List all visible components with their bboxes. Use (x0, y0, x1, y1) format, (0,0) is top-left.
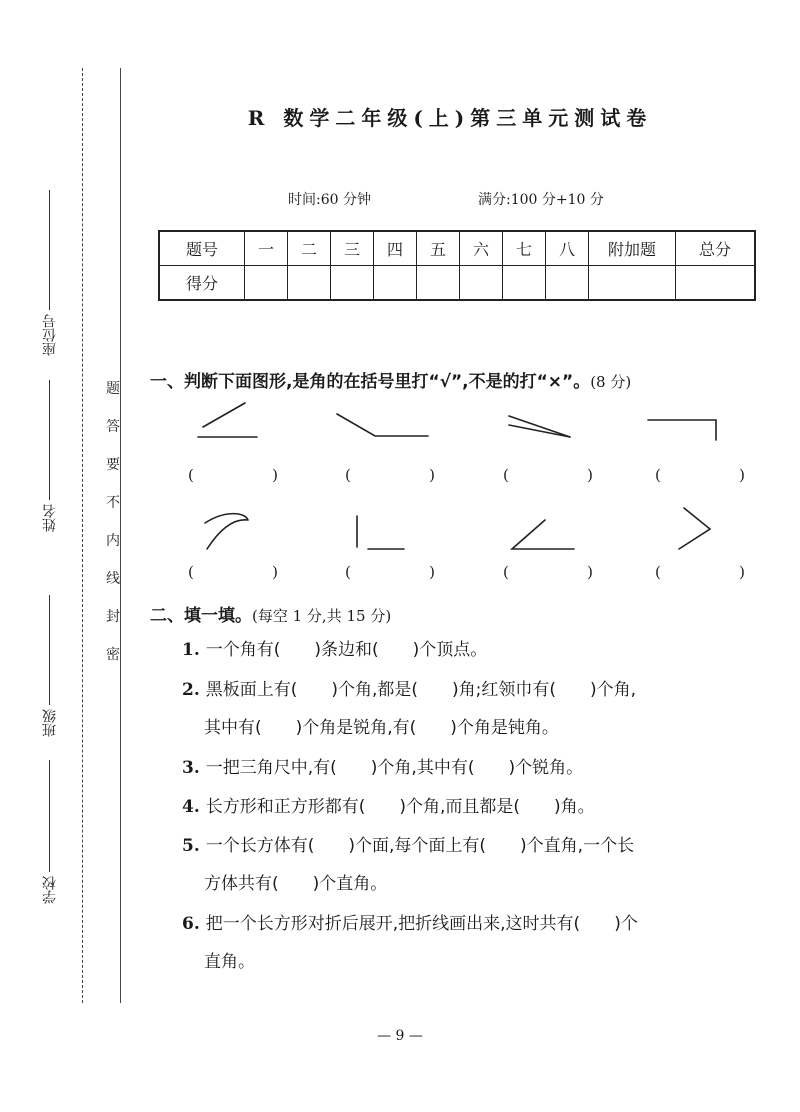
question-number: 5. (182, 836, 200, 856)
question-6 (182, 916, 638, 933)
answer-paren-1[interactable] (188, 466, 278, 484)
score-table-cell: 六 (460, 231, 503, 266)
seal-char: 不 (106, 495, 120, 511)
figure-7-angle (512, 520, 574, 549)
question-2 (182, 682, 636, 699)
figure-2-broken-line (337, 414, 428, 436)
seat-number-label: 座位号 (42, 314, 58, 356)
question-text: 一个长方体有( )个面,每个面上有( )个直角,一个长 (205, 836, 635, 856)
question-text: 方体共有( )个直角。 (204, 874, 388, 894)
question-text: 长方形和正方形都有( )个角,而且都是( )角。 (205, 797, 595, 817)
question-3 (182, 760, 583, 777)
seal-char: 密 (106, 647, 120, 663)
question-text: 黑板面上有( )个角,都是( )角;红领巾有( )个角, (205, 680, 637, 700)
question-number: 6. (182, 914, 200, 934)
school-label: 学校 (42, 876, 58, 904)
question-number: 1. (182, 640, 200, 660)
figure-6-lines (357, 516, 404, 549)
paren-close: ) (587, 563, 593, 581)
class-label: 班级 (42, 709, 58, 737)
seal-char: 题 (106, 381, 120, 397)
seal-char: 线 (106, 571, 120, 587)
figure-1-lines (198, 403, 257, 437)
score-table-cell: 一 (245, 231, 288, 266)
class-blank[interactable] (50, 595, 51, 705)
paren-open: ( (188, 563, 194, 581)
score-table-cell: 三 (331, 231, 374, 266)
section-2-title: 二、填一填。 (150, 606, 252, 626)
answer-paren-6[interactable] (345, 563, 435, 581)
paren-open: ( (655, 563, 661, 581)
score-table-cell: 题号 (159, 231, 245, 266)
section-2-points: (每空 1 分,共 15 分) (252, 607, 392, 625)
figure-5-curve (205, 514, 248, 549)
question-number: 4. (182, 797, 200, 817)
score-table-cell: 总分 (676, 231, 756, 266)
answer-paren-8[interactable] (655, 563, 745, 581)
paren-close: ) (272, 466, 278, 484)
question-text: 一把三角尺中,有( )个角,其中有( )个锐角。 (205, 758, 584, 778)
score-table-cell: 八 (546, 231, 589, 266)
paren-close: ) (587, 466, 593, 484)
exam-time: 时间:60 分钟 (288, 192, 371, 208)
figure-4-open-lines (648, 420, 716, 440)
answer-paren-7[interactable] (503, 563, 593, 581)
answer-paren-4[interactable] (655, 466, 745, 484)
paren-close: ) (272, 563, 278, 581)
school-field[interactable] (40, 760, 60, 904)
question-5 (182, 838, 634, 855)
question-2-continued (204, 720, 559, 737)
figure-3-angle (509, 416, 570, 437)
question-5-continued (204, 876, 387, 893)
paren-open: ( (188, 466, 194, 484)
figure-8-angle (679, 508, 710, 549)
seal-char: 要 (106, 457, 120, 473)
section-2-heading (150, 601, 391, 626)
score-table-cell: 附加题 (589, 231, 676, 266)
question-text: 把一个长方形对折后展开,把折线画出来,这时共有( )个 (205, 914, 638, 934)
question-6-continued (204, 954, 255, 971)
paren-close: ) (739, 563, 745, 581)
answer-paren-3[interactable] (503, 466, 593, 484)
score-table-cell: 七 (503, 231, 546, 266)
question-4 (182, 799, 595, 816)
paren-close: ) (429, 466, 435, 484)
seal-char: 内 (106, 533, 120, 549)
class-field[interactable] (40, 595, 60, 737)
seal-char: 答 (106, 419, 120, 435)
question-text: 其中有( )个角是锐角,有( )个角是钝角。 (204, 718, 559, 738)
name-label: 姓名 (42, 504, 58, 532)
paren-open: ( (503, 466, 509, 484)
paren-close: ) (429, 563, 435, 581)
school-blank[interactable] (50, 760, 51, 872)
score-table-cell: 五 (417, 231, 460, 266)
paren-open: ( (503, 563, 509, 581)
question-text: 直角。 (204, 952, 255, 972)
question-number: 3. (182, 758, 200, 778)
score-table-cell: 二 (288, 231, 331, 266)
full-score: 满分:100 分+10 分 (478, 192, 604, 208)
page-title: R 数学二年级(上)第三单元测试卷 (247, 106, 653, 130)
score-row-label: 得分 (159, 266, 245, 301)
section-1-title: 一、判断下面图形,是角的在括号里打“√”,不是的打“×”。 (150, 372, 591, 392)
paren-open: ( (655, 466, 661, 484)
paren-open: ( (345, 563, 351, 581)
page-number: — 9 — (377, 1028, 423, 1044)
question-number: 2. (182, 680, 200, 700)
question-1 (182, 642, 487, 659)
paren-close: ) (739, 466, 745, 484)
section-1-points: (8 分) (590, 373, 632, 391)
seal-char: 封 (106, 609, 120, 625)
paren-open: ( (345, 466, 351, 484)
score-table-cell: 四 (374, 231, 417, 266)
question-text: 一个角有( )条边和( )个顶点。 (205, 640, 488, 660)
answer-paren-2[interactable] (345, 466, 435, 484)
answer-paren-5[interactable] (188, 563, 278, 581)
